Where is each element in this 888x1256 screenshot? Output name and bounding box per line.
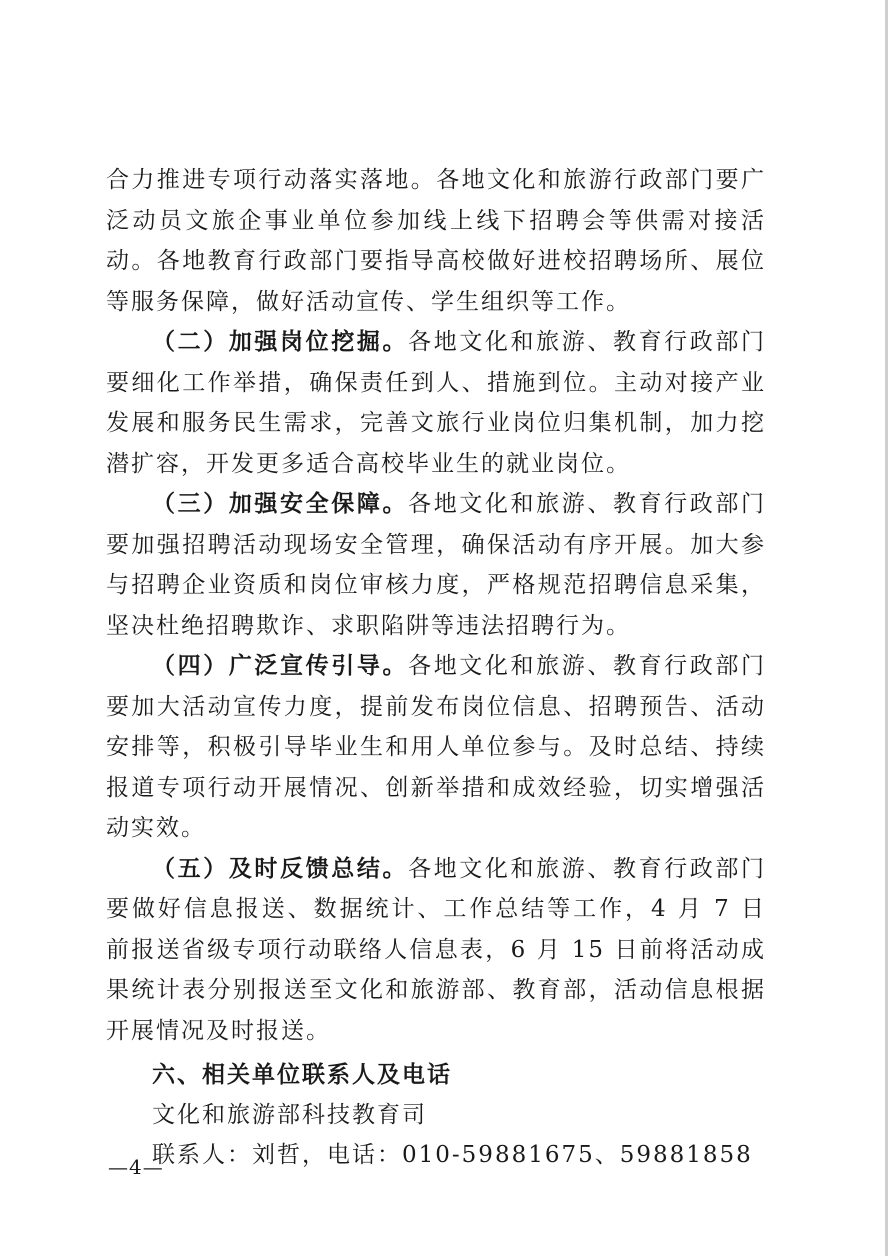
section-4-body: 各地文化和旅游、教育行政部门要加大活动宣传力度，提前发布岗位信息、招聘预告、活动安排等，积极引导毕业生和用人单位参与。及时总结、持续报道专项行动开展情况、创新举措和成效经验，切实增强活动实效。 (106, 653, 767, 841)
page-number: —4— (108, 1155, 164, 1179)
contact-organization: 文化和旅游部科技教育司 (152, 1102, 427, 1128)
section-2-body: 各地文化和旅游、教育行政部门要细化工作举措，确保责任到人、措施到位。主动对接产业发展和服务民生需求，完善文旅行业岗位归集机制，加力挖潜扩容，开发更多适合高校毕业生的就业岗位。 (106, 329, 767, 477)
section-3-body: 各地文化和旅游、教育行政部门要加强招聘活动现场安全管理，确保活动有序开展。加大参与招聘企业资质和岗位审核力度，严格规范招聘信息采集，坚决杜绝招聘欺诈、求职陷阱等违法招聘行为。 (106, 491, 767, 639)
paragraph-continuation: 合力推进专项行动落实落地。各地文化和旅游行政部门要广泛动员文旅企事业单位参加线上线下招聘会等供需对接活动。各地教育行政部门要指导高校做好进校招聘场所、展位等服务保障，做好活动宣传、学生组织等工作。 (106, 167, 766, 315)
section-4-paragraph (106, 646, 766, 849)
section-4-title: （四）广泛宣传引导。 (152, 653, 409, 679)
section-3-title: （三）加强安全保障。 (152, 491, 409, 517)
section-5-paragraph (106, 849, 766, 1052)
section-3-paragraph (106, 484, 766, 646)
document-body (106, 160, 766, 1175)
section-2-title: （二）加强岗位挖掘。 (152, 329, 409, 355)
section-6-heading: 六、相关单位联系人及电话 (152, 1062, 452, 1088)
section-5-title: （五）及时反馈总结。 (152, 855, 409, 882)
contact-person-phone: 联系人：刘哲，电话：010-59881675、59881858 (152, 1142, 753, 1168)
section-5-body: 各地文化和旅游、教育行政部门要做好信息报送、数据统计、工作总结等工作，4 月 7 日前报送省级专项行动联络人信息表，6 月 15 日前将活动成果统计表分别报送至文化和旅游部、教育部，活动信息根据开展情况及时报送。 (106, 855, 767, 1044)
section-2-paragraph (106, 322, 766, 484)
